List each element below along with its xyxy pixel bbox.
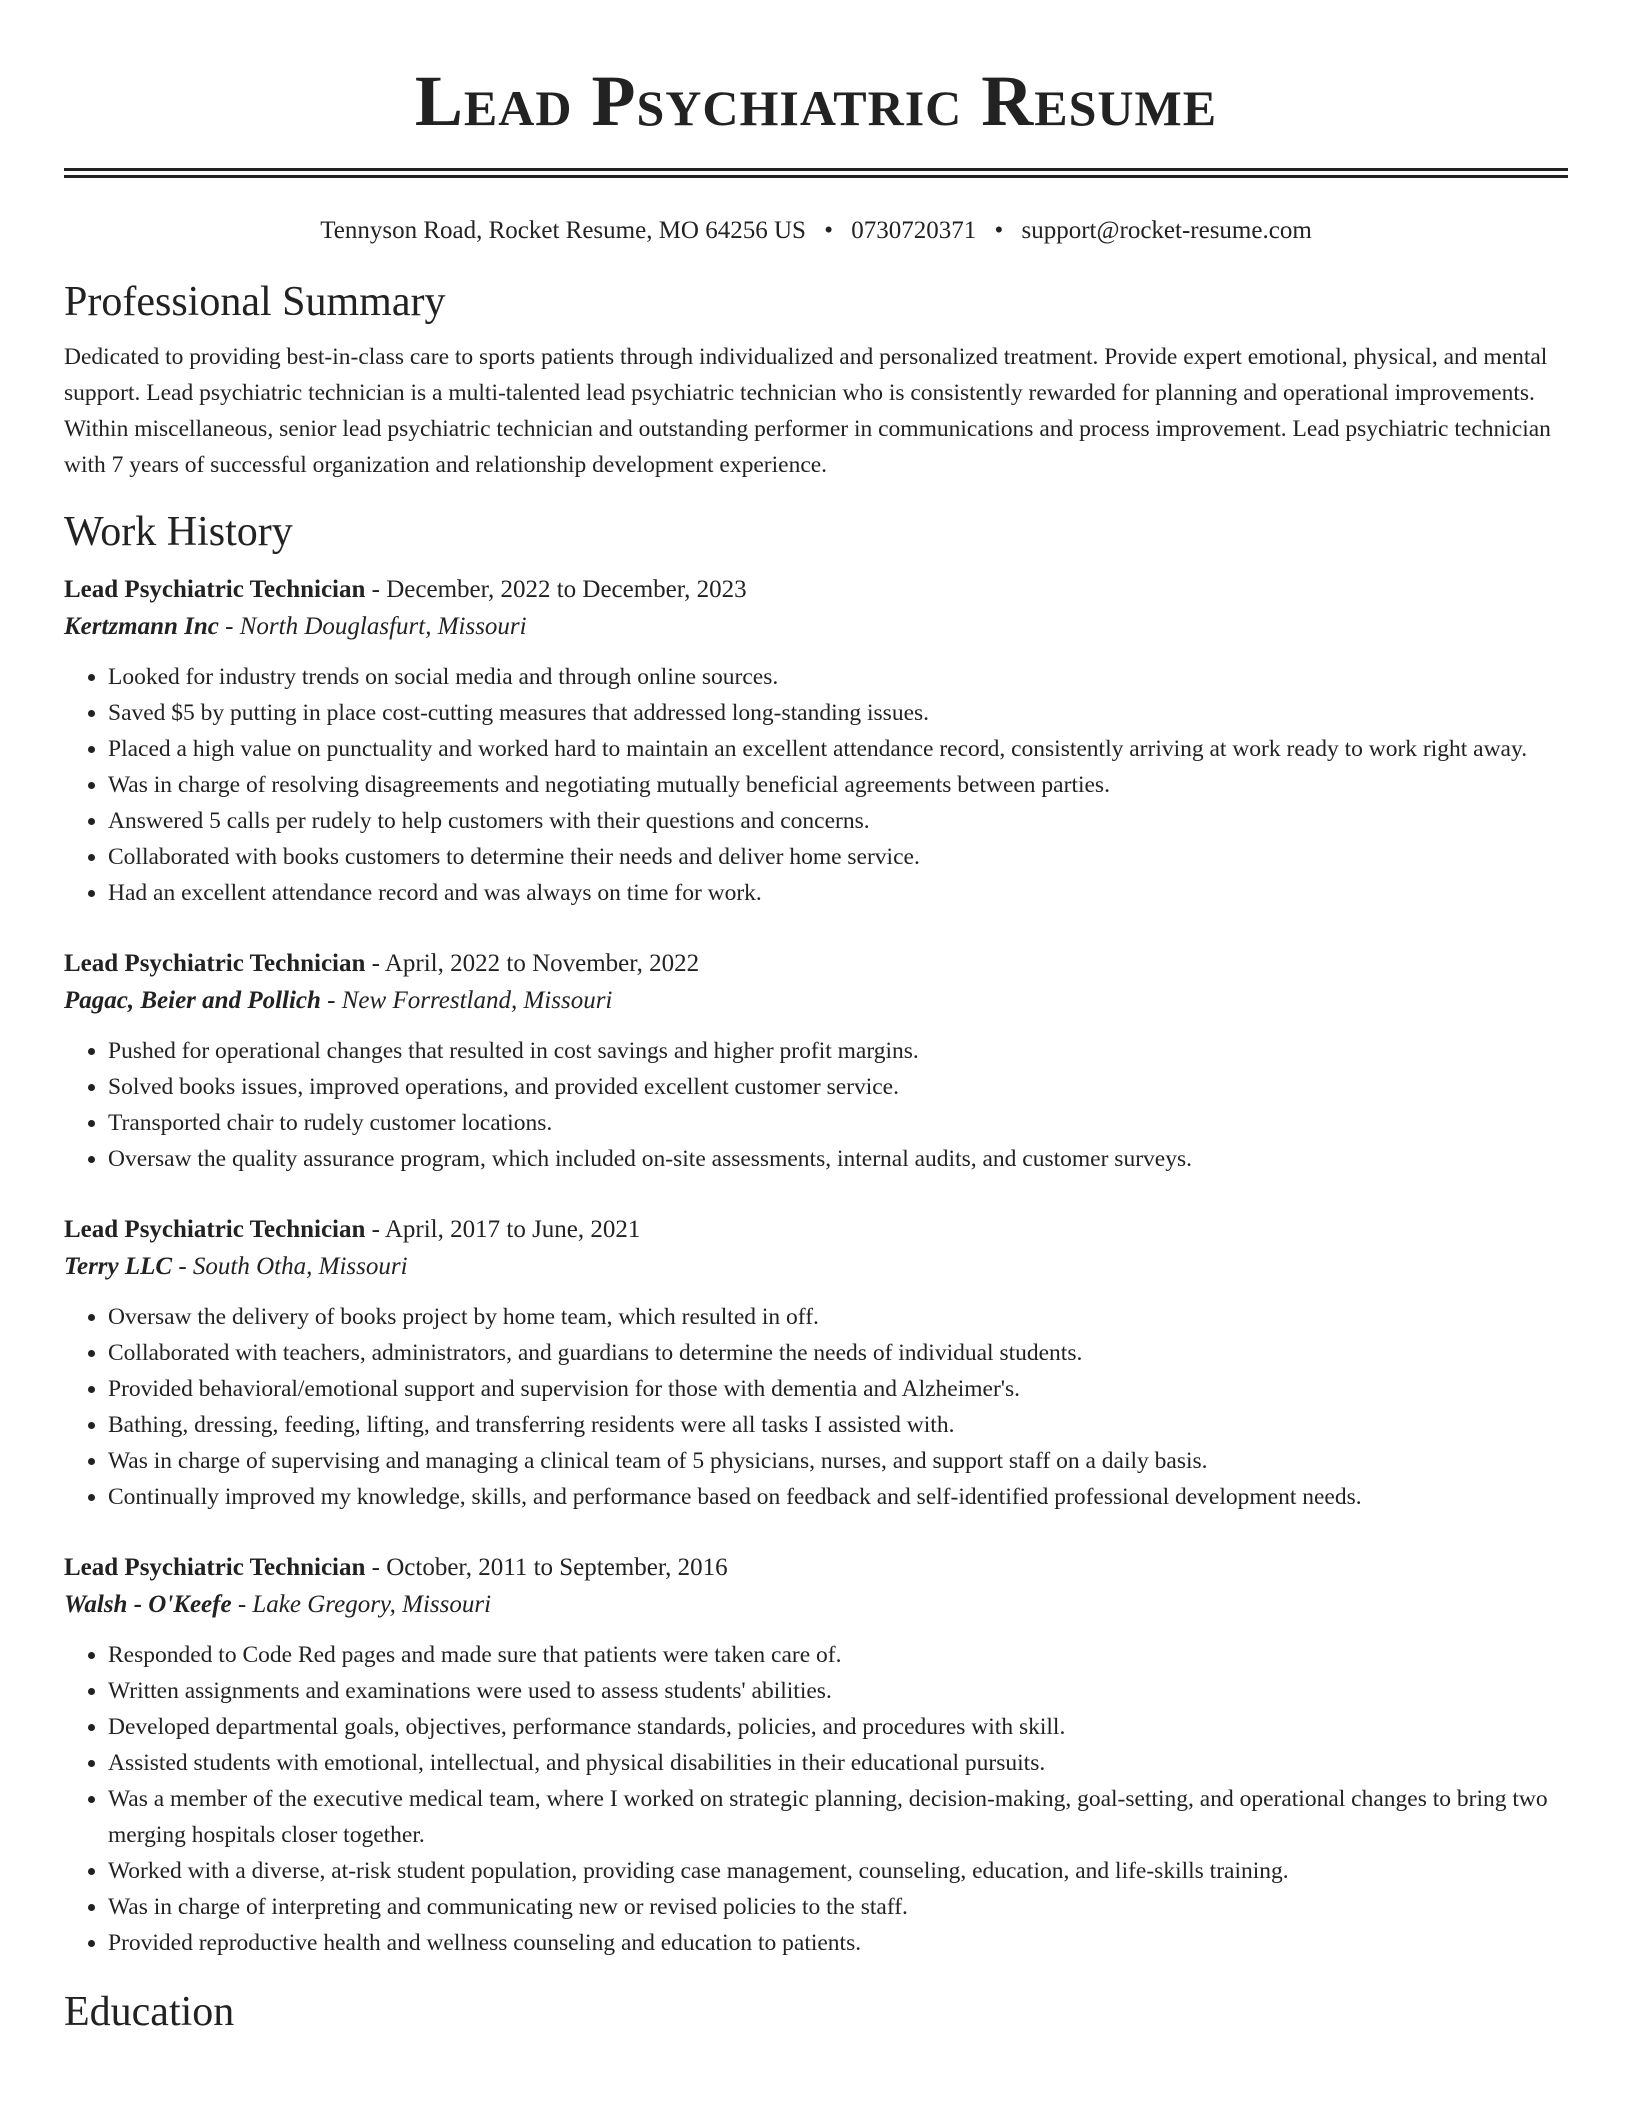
summary-heading: Professional Summary — [64, 279, 446, 325]
list-item: • Provided reproductive health and wellness counseling and education to patients. — [108, 1925, 1568, 1961]
job-dates: - April, 2017 to June, 2021 — [365, 1216, 641, 1243]
list-item: • Oversaw the quality assurance program, which included on-site assessments, internal audits, and customer surveys. — [108, 1141, 1568, 1177]
company-name: Walsh - O'Keefe — [64, 1591, 232, 1618]
list-item: • Was in charge of supervising and managing a clinical team of 5 physicians, nurses, and support staff on a daily basis. — [108, 1443, 1568, 1479]
company-location: - New Forrestland, Missouri — [320, 987, 613, 1014]
contact-phone: 0730720371 — [851, 217, 977, 244]
job-title-line — [64, 571, 1568, 608]
list-item: • Provided behavioral/emotional support and supervision for those with dementia and Alzheimer's. — [108, 1371, 1568, 1407]
job-entry — [64, 571, 1568, 911]
list-item: • Collaborated with teachers, administrators, and guardians to determine the needs of individual students. — [108, 1335, 1568, 1371]
list-item: • Pushed for operational changes that resulted in cost savings and higher profit margins. — [108, 1033, 1568, 1069]
contact-email: support@rocket-resume.com — [1021, 217, 1312, 244]
job-title-line — [64, 1549, 1568, 1586]
company-line — [64, 608, 1568, 645]
list-item: • Collaborated with books customers to determine their needs and deliver home service. — [108, 839, 1568, 875]
job-title-line — [64, 1211, 1568, 1248]
list-item: • Oversaw the delivery of books project by home team, which resulted in off. — [108, 1299, 1568, 1335]
job-dates: - October, 2011 to September, 2016 — [365, 1554, 728, 1581]
resume-title: Lead Psychiatric Resume — [414, 61, 1218, 141]
job-title: Lead Psychiatric Technician — [64, 1554, 366, 1581]
job-dates: - December, 2022 to December, 2023 — [365, 576, 747, 603]
list-item: • Responded to Code Red pages and made sure that patients were taken care of. — [108, 1637, 1568, 1673]
list-item: • Bathing, dressing, feeding, lifting, and transferring residents were all tasks I assisted with. — [108, 1407, 1568, 1443]
title-divider — [64, 168, 1568, 178]
list-item: • Solved books issues, improved operations, and provided excellent customer service. — [108, 1069, 1568, 1105]
job-entry — [64, 945, 1568, 1177]
list-item: • Placed a high value on punctuality and worked hard to maintain an excellent attendance record, consistently arriving at work ready to work right away. — [108, 731, 1568, 767]
list-item: • Written assignments and examinations were used to assess students' abilities. — [108, 1673, 1568, 1709]
company-location: - Lake Gregory, Missouri — [231, 1591, 492, 1618]
company-name: Kertzmann Inc — [64, 613, 219, 640]
company-line — [64, 1586, 1568, 1623]
work-history-heading: Work History — [64, 509, 293, 555]
company-location: - South Otha, Missouri — [172, 1253, 408, 1280]
contact-separator: • — [994, 217, 1004, 244]
job-bullets — [64, 659, 1568, 911]
company-name: Terry LLC — [64, 1253, 173, 1280]
company-line — [64, 982, 1568, 1019]
list-item: • Had an excellent attendance record and was always on time for work. — [108, 875, 1568, 911]
job-entry — [64, 1211, 1568, 1515]
list-item: • Worked with a diverse, at-risk student population, providing case management, counseling, education, and life-skills training. — [108, 1853, 1568, 1889]
contact-address: Tennyson Road, Rocket Resume, MO 64256 US — [320, 217, 806, 244]
job-bullets — [64, 1033, 1568, 1177]
contact-separator: • — [824, 217, 833, 244]
job-bullets — [64, 1299, 1568, 1515]
list-item: • Was a member of the executive medical team, where I worked on strategic planning, decision-making, goal-setting, and operational changes to bring two merging hospitals closer together. — [108, 1781, 1568, 1853]
list-item: • Transported chair to rudely customer locations. — [108, 1105, 1568, 1141]
job-title: Lead Psychiatric Technician — [64, 576, 366, 603]
list-item: • Assisted students with emotional, intellectual, and physical disabilities in their educational pursuits. — [108, 1745, 1568, 1781]
list-item: • Was in charge of resolving disagreements and negotiating mutually beneficial agreements between parties. — [108, 767, 1568, 803]
company-line — [64, 1248, 1568, 1285]
job-title: Lead Psychiatric Technician — [64, 1216, 366, 1243]
job-dates: - April, 2022 to November, 2022 — [365, 950, 700, 977]
list-item: • Looked for industry trends on social media and through online sources. — [108, 659, 1568, 695]
list-item: • Continually improved my knowledge, skills, and performance based on feedback and self-identified professional development needs. — [108, 1479, 1568, 1515]
job-title-line — [64, 945, 1568, 982]
list-item: • Developed departmental goals, objectives, performance standards, policies, and procedures with skill. — [108, 1709, 1568, 1745]
company-location: - North Douglasfurt, Missouri — [218, 613, 527, 640]
list-item: • Saved $5 by putting in place cost-cutting measures that addressed long-standing issues. — [108, 695, 1568, 731]
job-bullets — [64, 1637, 1568, 1961]
education-heading: Education — [64, 1989, 235, 2035]
list-item: • Answered 5 calls per rudely to help customers with their questions and concerns. — [108, 803, 1568, 839]
company-name: Pagac, Beier and Pollich — [64, 987, 321, 1014]
contact-line — [64, 215, 1568, 247]
job-title: Lead Psychiatric Technician — [64, 950, 366, 977]
job-entry — [64, 1549, 1568, 1961]
list-item: • Was in charge of interpreting and communicating new or revised policies to the staff. — [108, 1889, 1568, 1925]
summary-text: Dedicated to providing best-in-class care to sports patients through individualized and personalized treatment. Provide expert emotional, physical, and mental support. Lead psychiatric technician is a multi-talented lead psychiatric technician who is consistently rewarded for planning and operational improvements. Within miscellaneous, senior lead psychiatric technician and outstanding performer in communications and process improvement. Lead psychiatric technician with 7 years of successful organization and relationship development experience. — [64, 344, 1551, 478]
